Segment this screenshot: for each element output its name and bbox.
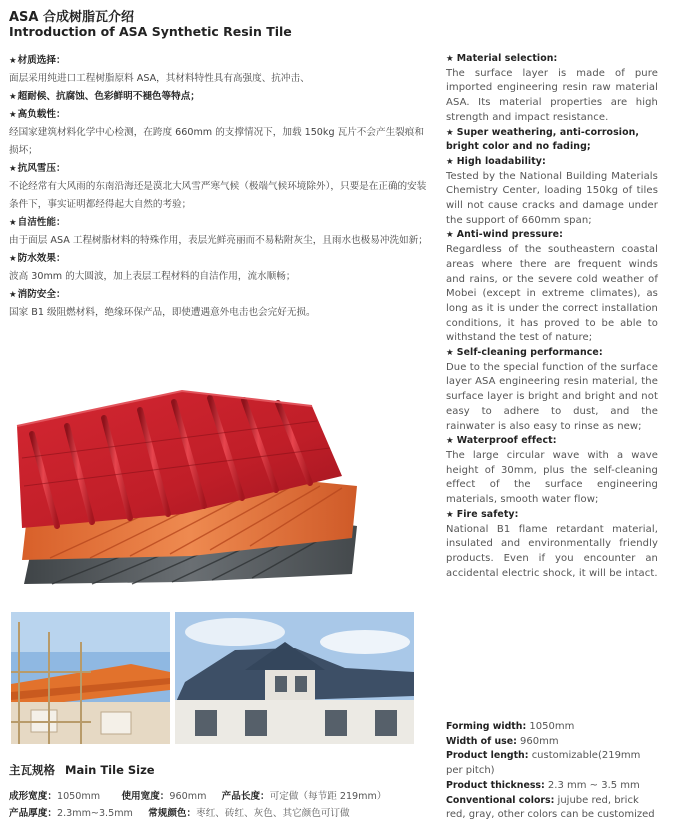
spec-item: Width of use: 960mm	[446, 735, 559, 747]
cn-section: ★ 超耐候、抗腐蚀、色彩鲜明不褪色等特点；	[9, 88, 429, 106]
cn-section: ★ 抗风雪压： 不论经常有大风雨的东南沿海还是漠北大风雪严寒气候（极端气候环境除外），只要是在正确的安装条件下，事实证明都经得起大自然的考验；	[9, 160, 429, 214]
spec-row: 成形宽度：1050mm 使用宽度：960mm 产品长度：可定做（每节距 219mm）	[9, 791, 387, 802]
cn-section: ★ 自洁性能： 由于面层 ASA 工程树脂材料的特殊作用，表层光鲜亮丽而不易粘附灰尘，且雨水也极易冲洗如新；	[9, 214, 429, 250]
house-photo	[175, 612, 414, 744]
main-tile-size-en	[446, 720, 658, 823]
spec-item: Product thickness: 2.3 mm ~ 3.5 mm	[446, 779, 640, 791]
english-description	[446, 52, 658, 581]
roof-tile-product-image	[12, 346, 362, 586]
en-section: ★ Self-cleaning performance: Due to the special function of the surface layer ASA engineering resin material, the surface layer is bright and bright and not easy to adhere to dust, and the rainwater is also easy to rinse as new;	[446, 346, 658, 434]
en-section: ★ Waterproof effect: The large circular wave with a wave height of 30mm, plus the self-cleaning effect of the surface engineering materials, smooth water flow;	[446, 434, 658, 508]
cn-section: ★ 材质选择： 面层采用纯进口工程树脂原料 ASA，其材料特性具有高强度、抗冲击、	[9, 52, 429, 88]
cn-section: ★ 高负载性： 经国家建筑材料化学中心检测，在跨度 660mm 的支撑情况下，加载 150kg 瓦片不会产生裂痕和损坏；	[9, 106, 429, 160]
chinese-description	[9, 52, 429, 322]
en-section: ★ Material selection: The surface layer is made of pure imported engineering resin raw material ASA. Its material properties are high strength and impact resistance.	[446, 52, 658, 126]
size-heading: 主瓦规格 Main Tile Size	[9, 763, 155, 777]
spec-item: Forming width: 1050mm	[446, 721, 575, 732]
en-section: ★ High loadability: Tested by the National Building Materials Chemistry Center, loading 150kg of tiles will not cause cracks and damage under the support of 660mm span;	[446, 155, 658, 229]
en-section: ★ Anti-wind pressure: Regardless of the southeastern coastal areas where there are frequent winds and rains, or the severe cold weather of Mobei (except in extreme climates), as long as it is under the correct installation conditions, it has proved to be able to withstand the test of nature;	[446, 228, 658, 346]
en-section: ★ Fire safety: National B1 flame retardant material, insulated and environmentally friendly products. Even if you encounter an accidental electric shock, it will be intact.	[446, 508, 658, 582]
page-title-en: Introduction of ASA Synthetic Resin Tile	[9, 24, 292, 39]
main-tile-size-cn	[9, 762, 439, 822]
spec-item: Conventional colors: jujube red, brick red, gray, other colors can be customized	[446, 794, 655, 821]
cn-section: ★ 防水效果： 波高 30mm 的大圆波，加上表层工程材料的自洁作用，流水顺畅；	[9, 250, 429, 286]
page-title-cn: ASA 合成树脂瓦介绍	[9, 10, 135, 25]
en-section: ★ Super weathering, anti-corrosion, bright color and no fading;	[446, 126, 658, 155]
spec-item: Product length: customizable(219mm per pitch)	[446, 750, 641, 777]
cn-section: ★ 消防安全： 国家 B1 级阻燃材料，绝缘环保产品，即使遭遇意外电击也会完好无损。	[9, 286, 429, 322]
construction-photo	[11, 612, 170, 744]
spec-row: 产品厚度：2.3mm~3.5mm 常规颜色：枣红、砖红、灰色、其它颜色可订做	[9, 808, 350, 819]
